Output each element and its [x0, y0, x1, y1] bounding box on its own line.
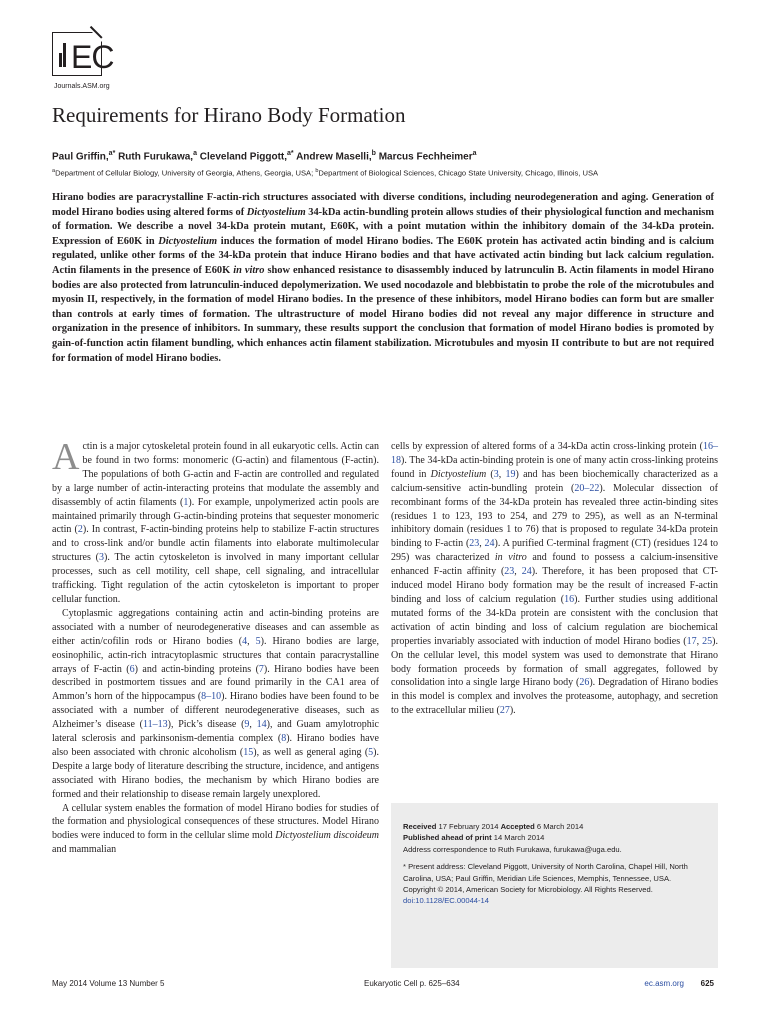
affiliations: $^a$Department of Cellular Biology, University of Georgia, Athens, Georgia, USA; $^b$Department of Biological Sciences, Chicago State University, Chicago, Illinois, USA	[52, 168, 599, 178]
abstract: Hirano bodies are paracrystalline F-actin-rich structures associated with diverse conditions, including neurodegeneration and aging. Generation of model Hirano bodies using altered forms of Dictyostelium 34-kDa actin-bundling protein allows studies of their physiological function and mechanism of formation. We describe a novel 34-kDa protein mutant, E60K, with a point mutation within the inhibitory domain of the 34-kDa protein. Expression of E60K in Dictyostelium induces the formation of model Hirano bodies. The E60K protein has activated actin binding and is calcium regulated, unlike other forms of the 34-kDa protein that induce Hirano bodies and that have activated actin binding but lack calcium regulation. Actin filaments in the presence of E60K in vitro show enhanced resistance to disassembly induced by latrunculin B. Actin filaments in model Hirano bodies are also protected from latrunculin-induced depolymerization. We used nocodazole and blebbistatin to probe the role of the microtubules and myosin II, respectively, in the formation of model Hirano bodies. In the presence of these inhibitors, model Hirano bodies can form but are smaller than controls at early times of formation. The ultrastructure of model Hirano bodies did not reveal any major difference in structure and organization in the presence of inhibitors. In summary, these results support the conclusion that formation of model Hirano bodies is promoted by gain-of-function actin filament bundling, which enhances actin filament stabilization. Microtubules and myosin II contribute to but are not required for formation of model Hirano bodies.	[52, 192, 714, 364]
citation-link[interactable]: 5	[368, 746, 374, 758]
logo-url[interactable]: Journals.ASM.org	[54, 83, 110, 90]
footer-url[interactable]: ec.asm.org	[644, 979, 684, 988]
author: Paul Griffin,	[52, 151, 109, 163]
citation-link[interactable]: 16	[564, 593, 575, 605]
citation-link[interactable]: 27	[499, 705, 510, 717]
received-accepted: Received 17 February 2014 Accepted 6 March 2014	[403, 822, 584, 831]
citation-link[interactable]: 23	[504, 566, 515, 578]
logo-text: EC	[71, 39, 114, 75]
citation-link[interactable]: 8	[281, 733, 287, 745]
citation-link[interactable]: 24	[484, 538, 495, 550]
citation-link[interactable]: 17	[686, 635, 697, 647]
body-column-right	[391, 440, 718, 718]
logo-frame	[52, 32, 114, 76]
present-address: * Present address: Cleveland Piggott, University of North Carolina, Chapel Hill, North Carolina, USA; Paul Griffin, Meridian Life Sciences, Memphis, Tennessee, USA.	[403, 862, 688, 883]
author: Andrew Maselli,	[296, 151, 372, 163]
journal-logo	[52, 30, 152, 94]
copyright: Copyright © 2014, American Society for Microbiology. All Rights Reserved.	[403, 885, 653, 895]
author: Cleveland Piggott,	[199, 151, 288, 163]
citation-link[interactable]: 8–10	[201, 691, 222, 703]
author: Marcus Fechheimer	[378, 151, 473, 163]
author: Ruth Furukawa,	[118, 151, 194, 163]
italic-term: Dictyostelium discoideum	[275, 830, 380, 842]
citation-link[interactable]: 25	[702, 635, 713, 647]
published-ahead: Published ahead of print 14 March 2014	[403, 833, 545, 843]
body-column-left	[52, 436, 380, 857]
citation-link[interactable]: 26	[579, 677, 590, 689]
citation-link[interactable]: 16–18	[391, 441, 718, 466]
body-paragraph: A cellular system enables the formation of model Hirano bodies for studies of the formation and physiological consequences of these structures. Model Hirano bodies were induced to form in the cellular slime mold Dictyostelium discoideum and mammalian	[52, 802, 380, 856]
citation-link[interactable]: 15	[243, 746, 254, 758]
article-title: Requirements for Hirano Body Formation	[52, 103, 406, 127]
body-paragraph: Actin is a major cytoskeletal protein found in all eukaryotic cells. Actin can be found in two forms: monomeric (G-actin) and filamentous (F-actin). The populations of both G-actin and F-actin are controlled and regulated by a large number of actin-interacting proteins that modulate the assembly and disassembly of actin filaments (1). For example, unpolymerized actin pools are maintained primarily through G-actin-binding proteins that sequester monomeric actin (2). In contrast, F-actin-binding proteins help to stabilize F-actin structures and to cross-link and/or bundle actin filaments into elaborate multimolecular structures (3). The actin cytoskeleton is involved in many important cellular processes, such as cell motility, cell shape, cell signaling, and intracellular trafficking. Tight regulation of the actin cytoskeleton is important to proper cellular function.	[52, 436, 380, 605]
citation-link[interactable]: 20–22	[574, 482, 600, 494]
italic-term: Dictyostelium	[430, 468, 487, 480]
citation-link[interactable]: 6	[129, 663, 135, 675]
citation-link[interactable]: 5	[255, 635, 261, 647]
citation-link[interactable]: 3	[99, 552, 105, 564]
citation-link[interactable]: 2	[77, 524, 83, 536]
correspondence: Address correspondence to Ruth Furukawa, furukawa@uga.edu.	[403, 844, 622, 854]
citation-link[interactable]: 9	[244, 719, 250, 731]
drop-cap: A	[52, 436, 80, 478]
page-number: 625	[700, 979, 714, 988]
italic-term: in vitro	[494, 552, 527, 564]
citation-link[interactable]: 3	[493, 468, 499, 480]
citation-link[interactable]: 11–13	[142, 719, 168, 731]
footer-issue: May 2014 Volume 13 Number 5	[52, 979, 165, 988]
citation-link[interactable]: 24	[521, 566, 532, 578]
logo-mark-icon	[59, 43, 71, 67]
page-footer	[52, 979, 714, 993]
citation-link[interactable]: 19	[505, 468, 516, 480]
citation-link[interactable]: 1	[183, 496, 189, 508]
article-info-box	[391, 803, 718, 968]
author-list: Paul Griffin,$^{a*}$ Ruth Furukawa,$^a$ Cleveland Piggott,$^{a*}$ Andrew Maselli,$^b$ Marcus Fechheimer$^a$	[52, 150, 477, 163]
citation-link[interactable]: 4	[242, 635, 248, 647]
body-paragraph: cells by expression of altered forms of a 34-kDa actin cross-linking protein (16–18). The 34-kDa actin-binding protein is one of many actin cross-linking proteins found in Dictyostelium (3, 19) and has been biochemically characterized as a calcium-sensitive actin-bundling protein (20–22). Molecular dissection of recombinant forms of the 34-kDa protein has revealed three actin-binding sites (residues 1 to 123, 193 to 254, and 279 to 295), as well as an N-terminal inhibitory domain (residues 1 to 76) that is proposed to regulate 34-kDa protein binding to F-actin (23, 24). A purified C-terminal fragment (CT) (residues 124 to 295) was characterized in vitro and found to possess a calcium-insensitive enhanced F-actin affinity (23, 24). Therefore, it has been proposed that CT-induced model Hirano body formation may be the result of increased F-actin binding and loss of calcium regulation (16). Further studies using additional mutated forms of the 34-kDa protein are consistent with the conclusion that activation of actin binding and loss of calcium regulation are biochemical properties invariably associated with induction of model Hirano bodies (17, 25). On the cellular level, this model system was used to demonstrate that Hirano body formation proceeds by formation of small aggregates, followed by consolidation into a single large Hirano body (26). Degradation of Hirano bodies in this model is complex and involves the proteasome, autophagy, and secretion to the extracellular milieu (27).	[391, 441, 719, 717]
footer-journal: Eukaryotic Cell p. 625–634	[364, 979, 460, 988]
body-paragraph: Cytoplasmic aggregations containing actin and actin-binding proteins are associated with a number of neurodegenerative diseases and can assemble as either actin/cofilin rods or Hirano bodies (4, 5). Hirano bodies are large, eosinophilic, actin-rich intracytoplasmic structures that contain paracrystalline arrays of F-actin (6) and actin-binding proteins (7). Hirano bodies have been described in postmortem tissues and are found primarily in the CA1 area of Ammon’s horn of the hippocampus (8–10). Hirano bodies have been found to be associated with a number of different neurodegenerative diseases, such as Alzheimer’s disease (11–13), Pick’s disease (9, 14), and Guam amylotrophic lateral sclerosis and parkinsonism-dementia complex (8). Hirano bodies have also been associated with chronic alcoholism (15), as well as general aging (5). Despite a large body of literature describing the structure, incidence, and antigens associated with Hirano bodies, the mechanism by which Hirano bodies are formed and their relationship to disease remain largely unexplored.	[52, 607, 380, 800]
citation-link[interactable]: 7	[258, 663, 264, 675]
citation-link[interactable]: 14	[256, 719, 267, 731]
citation-link[interactable]: 23	[469, 538, 480, 550]
doi-link[interactable]: doi:10.1128/EC.00044-14	[403, 896, 489, 906]
